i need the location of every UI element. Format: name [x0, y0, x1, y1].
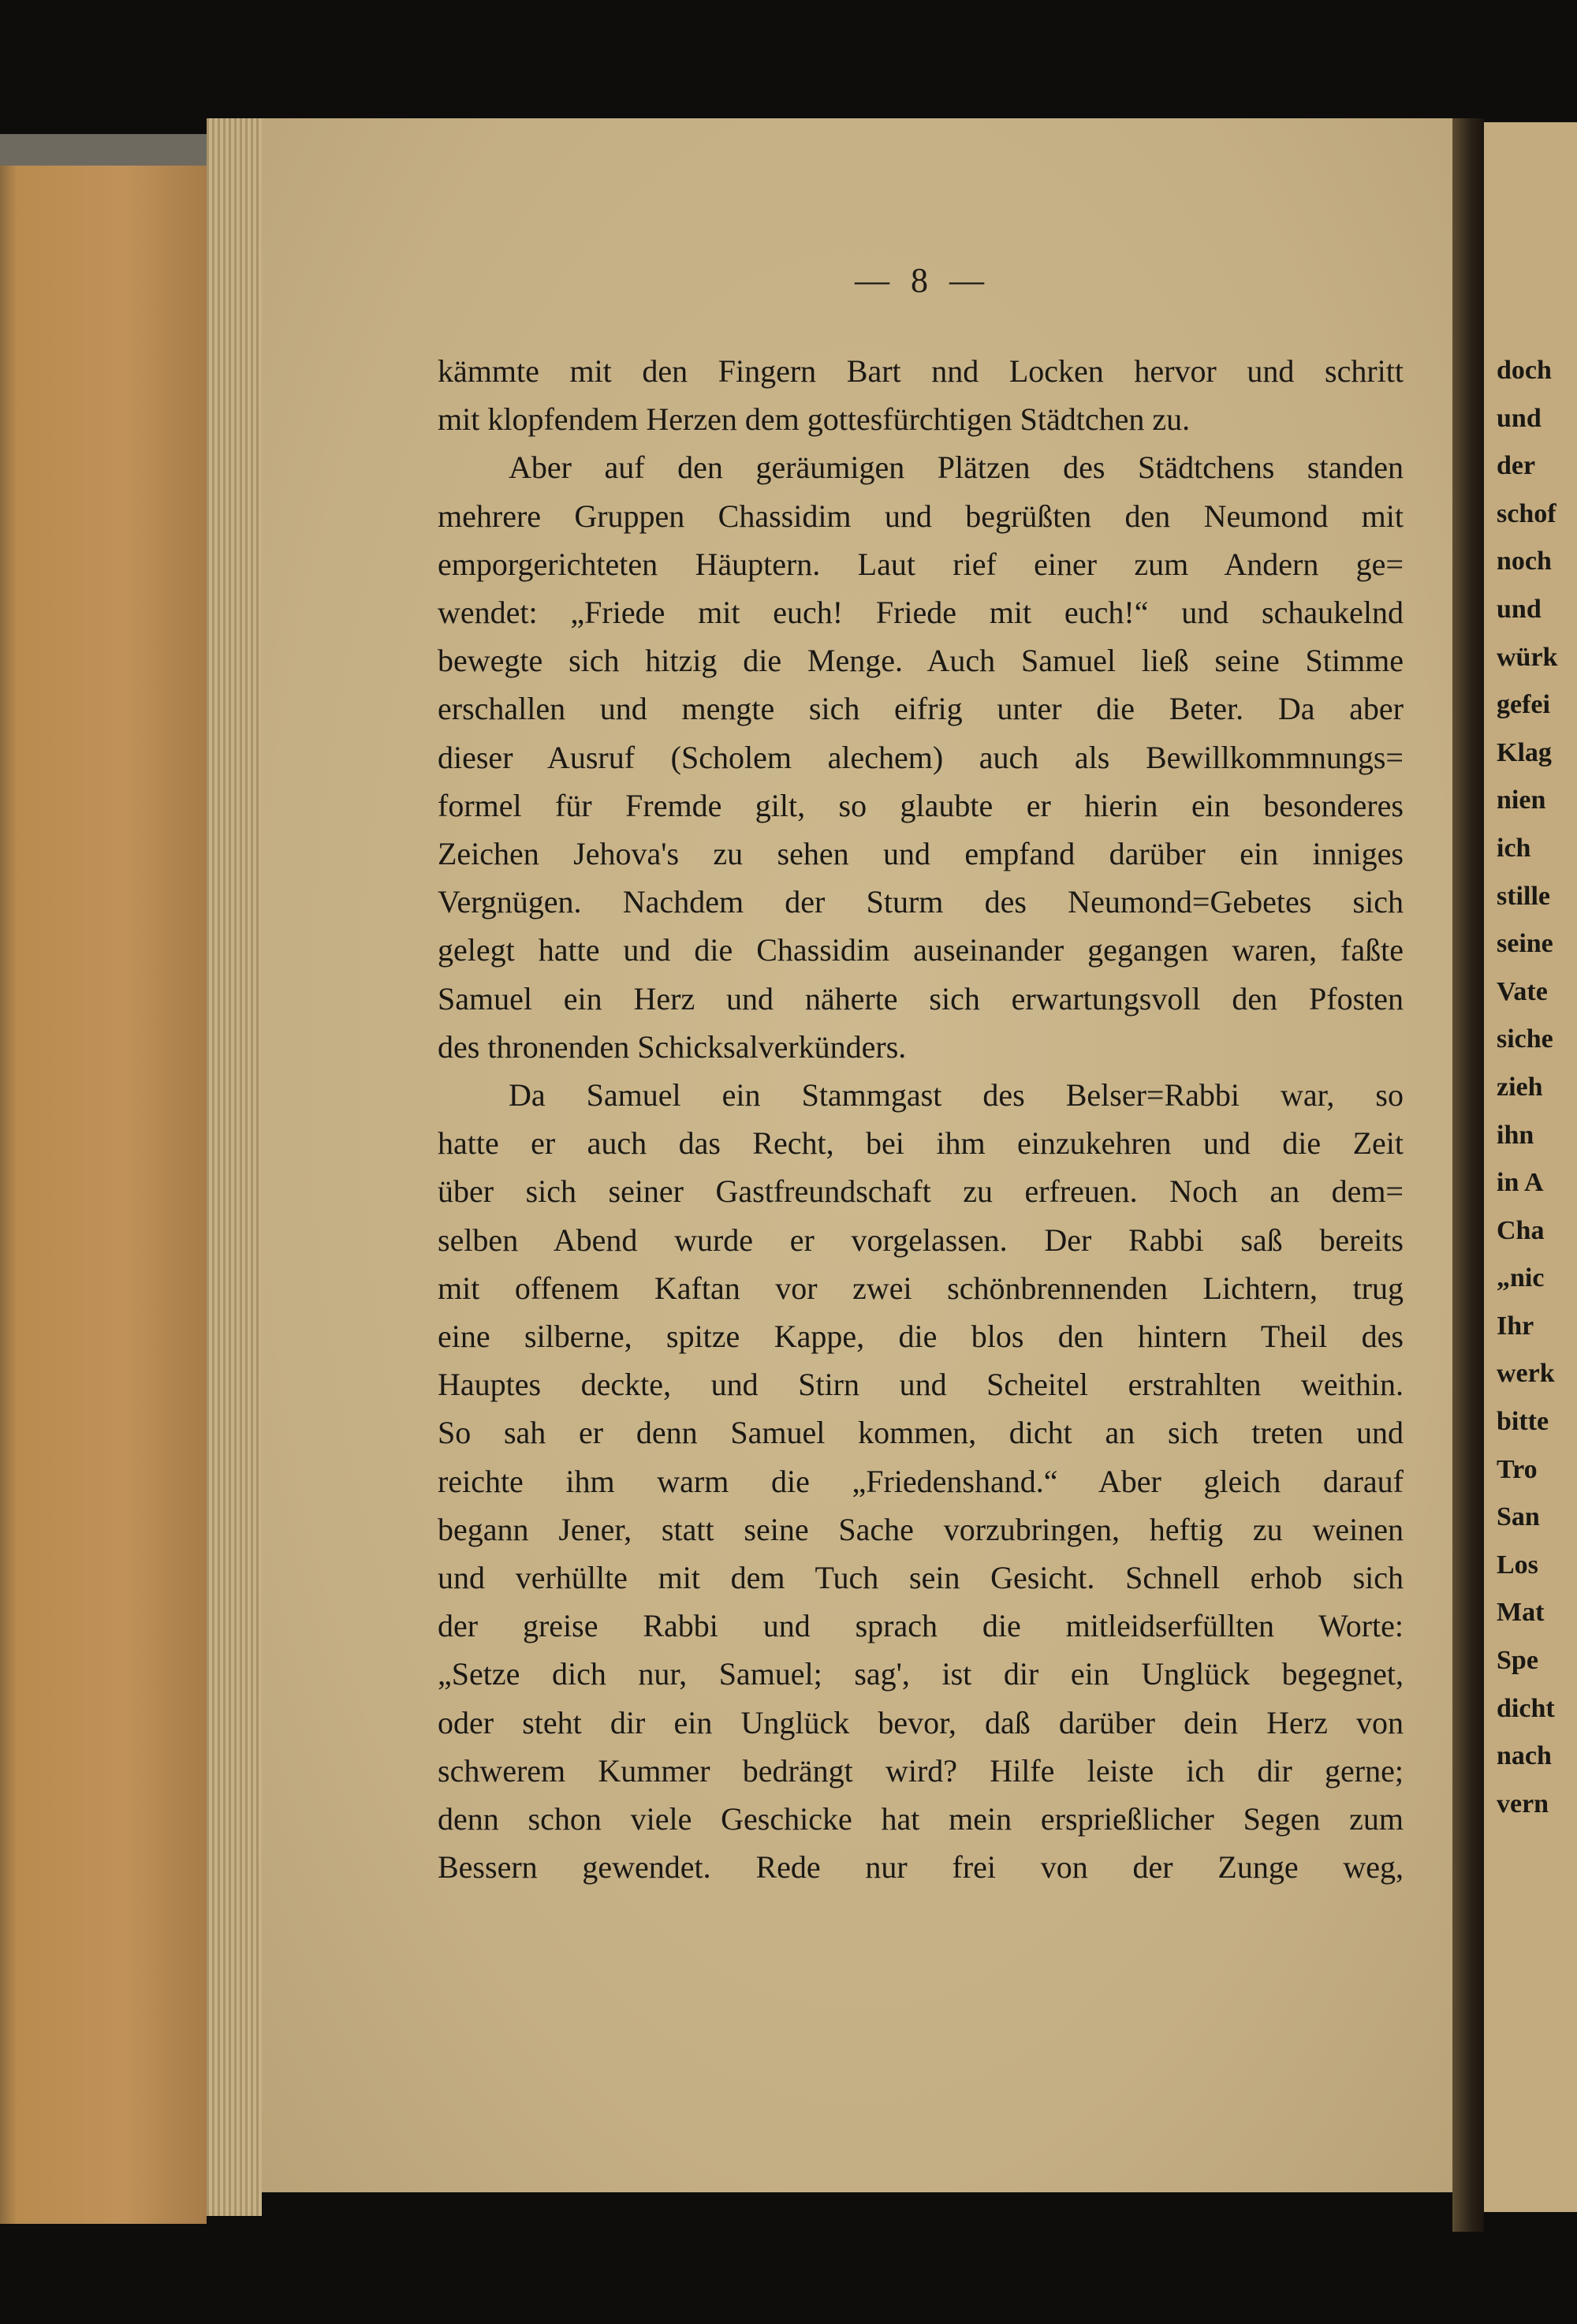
text-line: Hauptes deckte, und Stirn und Scheitel erstrahlten weithin. [438, 1367, 1404, 1403]
next-page-line-fragment: in A [1497, 1168, 1544, 1198]
text-line: Zeichen Jehova's zu sehen und empfand darüber ein inniges [438, 836, 1404, 872]
text-line: gelegt hatte und die Chassidim auseinander gegangen waren, faßte [438, 932, 1404, 968]
text-line: des thronenden Schicksalverkünders. [438, 1028, 907, 1065]
text-line: Da Samuel ein Stammgast des Belser=Rabbi war, so [509, 1077, 1404, 1114]
book-gutter [1452, 118, 1484, 2232]
next-page-line-fragment: würk [1497, 642, 1558, 672]
text-line: begann Jener, statt seine Sache vorzubringen, heftig zu weinen [438, 1511, 1404, 1547]
text-line: „Setze dich nur, Samuel; sag', ist dir ein Unglück begegnet, [438, 1656, 1404, 1692]
next-page-line-fragment: werk [1497, 1359, 1555, 1389]
text-line: kämmte mit den Fingern Bart nnd Locken hervor und schritt [438, 353, 1404, 389]
next-page-line-fragment: und [1497, 594, 1542, 624]
next-page-line-fragment: „nic [1497, 1263, 1545, 1293]
text-line: formel für Fremde gilt, so glaubte er hierin ein besonderes [438, 787, 1404, 823]
text-line: Aber auf den geräumigen Plätzen des Städtchens standen [509, 450, 1404, 486]
text-line: denn schon viele Geschicke hat mein ersprießlicher Segen zum [438, 1801, 1404, 1837]
next-page-line-fragment: der [1497, 451, 1536, 481]
next-page-line-fragment: stille [1497, 881, 1550, 911]
text-line: Vergnügen. Nachdem der Sturm des Neumond=Gebetes sich [438, 884, 1404, 920]
text-line: emporgerichteten Häuptern. Laut rief einer zum Andern ge= [438, 546, 1404, 582]
next-page-line-fragment: Vate [1497, 976, 1548, 1006]
text-line: bewegte sich hitzig die Menge. Auch Samuel ließ seine Stimme [438, 643, 1404, 679]
next-page-line-fragment: und [1497, 403, 1542, 433]
next-page-line-fragment: Spe [1497, 1646, 1538, 1676]
page-body-text [438, 347, 1404, 1892]
next-page-line-fragment: Los [1497, 1550, 1538, 1580]
next-page-line-fragment: ich [1497, 833, 1531, 863]
next-page-line-fragment: nach [1497, 1741, 1552, 1771]
text-line: erschallen und mengte sich eifrig unter die Beter. Da aber [438, 691, 1404, 727]
text-line: mit klopfendem Herzen dem gottesfürchtigen Städtchen zu. [438, 401, 1191, 438]
next-page-line-fragment: noch [1497, 546, 1552, 576]
next-page-line-fragment: gefei [1497, 690, 1550, 720]
next-page-line-fragment: zieh [1497, 1072, 1543, 1102]
text-line: der greise Rabbi und sprach die mitleidserfüllten Worte: [438, 1608, 1404, 1644]
next-page-line-fragment: Ihr [1497, 1311, 1534, 1341]
text-line: wendet: „Friede mit euch! Friede mit euch!“ und schaukelnd [438, 595, 1404, 631]
next-page-line-fragment: nien [1497, 785, 1546, 815]
next-page-line-fragment: vern [1497, 1789, 1549, 1819]
text-line: hatte er auch das Recht, bei ihm einzukehren und die Zeit [438, 1125, 1404, 1162]
text-line: Samuel ein Herz und näherte sich erwartungsvoll den Pfosten [438, 980, 1404, 1017]
text-line: dieser Ausruf (Scholem alechem) auch als Bewillkommnungs= [438, 739, 1404, 775]
next-page-line-fragment: schof [1497, 498, 1556, 528]
text-line: selben Abend wurde er vorgelassen. Der Rabbi saß bereits [438, 1222, 1404, 1258]
next-page-line-fragment: Tro [1497, 1454, 1538, 1484]
page-stack-edges [207, 118, 262, 2216]
book-cover-edge [0, 134, 207, 2224]
text-line: und verhüllte mit dem Tuch sein Gesicht. Schnell erhob sich [438, 1560, 1404, 1596]
next-page-line-fragment: siche [1497, 1024, 1553, 1054]
text-line: eine silberne, spitze Kappe, die blos den hintern Theil des [438, 1319, 1404, 1355]
text-line: oder steht dir ein Unglück bevor, daß darüber dein Herz von [438, 1704, 1404, 1740]
text-line: mehrere Gruppen Chassidim und begrüßten den Neumond mit [438, 498, 1404, 534]
next-page-line-fragment: doch [1497, 356, 1552, 385]
next-page-line-fragment: bitte [1497, 1407, 1549, 1437]
next-page-line-fragment: Klag [1497, 737, 1552, 767]
next-page-line-fragment: Cha [1497, 1215, 1545, 1245]
text-line: So sah er denn Samuel kommen, dicht an sich treten und [438, 1415, 1404, 1451]
next-page-line-fragment: seine [1497, 929, 1553, 959]
text-line: reichte ihm warm die „Friedenshand.“ Aber gleich darauf [438, 1463, 1404, 1499]
text-line: schwerem Kummer bedrängt wird? Hilfe leiste ich dir gerne; [438, 1752, 1404, 1789]
next-page-line-fragment: dicht [1497, 1693, 1555, 1723]
page-number: — 8 — [855, 261, 990, 300]
text-line: über sich seiner Gastfreundschaft zu erfreuen. Noch an dem= [438, 1173, 1404, 1210]
next-page-text [1497, 347, 1575, 1828]
next-page-line-fragment: ihn [1497, 1120, 1534, 1150]
next-page-line-fragment: Mat [1497, 1598, 1545, 1628]
text-line: Bessern gewendet. Rede nur frei von der Zunge weg, [438, 1849, 1404, 1886]
next-page-line-fragment: San [1497, 1502, 1540, 1532]
text-line: mit offenem Kaftan vor zwei schönbrennenden Lichtern, trug [438, 1270, 1404, 1306]
